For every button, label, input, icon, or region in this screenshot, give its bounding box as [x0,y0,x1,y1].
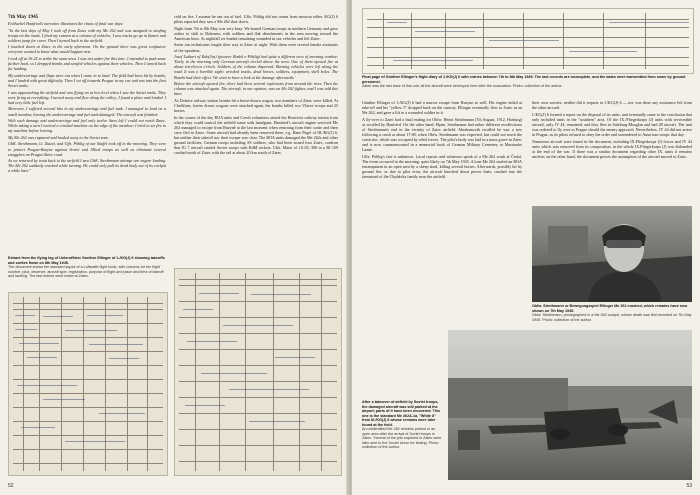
paragraph: Günther Ellinger of 1./KG(J) 6 had a narrow escape from Ruzyne as well. His engine failed at take-off and his "yellow 5" dropped back on the runway. Ellinger eventually flew to Zatec in an Me 262, and gave a lift to a wounded soldier in it. [362,100,522,116]
portrait-caption [532,304,692,322]
paragraph: Some our technicians fought their way to Zatec at night. With them were several female assistants of the squadron. [174,42,338,53]
flight-diary-scan [362,8,694,74]
paragraph: I touched down at Zatec in the early afternoon. On the ground there was great confusion; everyone wanted to know what would happen next. [8,44,166,55]
pilot-portrait-photo [532,206,692,302]
caption-title: Obfw. Strothmann or Bewegungsspiel Ellinger Me 262 crashed, which remains have now shown on 7th May 1945. [532,304,688,313]
paragraph: "In the last days of May I took off from Zatec with my Me 262 and was assigned to strafing troops on the roads. I fired my cannon at a column of vehicles; I saw trucks go up in flames and soldiers jump for cover. Then I turned back to the airfield. [8,27,166,43]
caption-title: Final page of Günther Ellinger's flight diary of 1./KG(J) 6 with entries between 7th to 8th May 1945. The last records are incomplete, and the dates were transmitted from some by ground personnel. [362,75,686,84]
caption-body: An unidentified Me 262 remains parked in an open area after the arrival of Soviet troops in Zatec. Several of the jets captured in Zatec were later sent to the Soviet Union for testing. Photo: collection of the author. [362,427,442,449]
caption-body: Zatec was the last base of this unit; all the aircraft were destroyed here after the evacuation. Photo: collection of the author. [362,84,563,88]
paragraph: My Me 262 was captured and hauled away to the Soviet zone. [8,134,110,140]
paragraph: I./KG(J) 6 formed a report on the disposal of its units, and eventually came to the conclusion that only included units in the "southern" area. Of the IX./Fliegerkorps (J) units with serviceable aircraft, only JV 44, remained, and they flew in Salzburg-Maxglan and had 28 aircraft. The unit was ordered to fly over to Prague should the enemy approach. Nevertheless, JV 44 did not arrive in Prague, as its pilots refused to obey the order and surrendered to American troops that day. [532,111,692,138]
aircraft-wreck-photo [448,330,692,480]
paragraph: Numerous aircraft were found in the document, including IX.Fliegerkorps (J) forces and JV 44 units which was removed from its composition; in the whole IX.Fliegerkorps (J) was disbanded at the end of the war. If there was a similar document regarding other IX. units it remains unclear; on the other hand, the document proves the assumption of the aircraft moved to Zatec. [532,138,692,159]
right-text-column-1 [362,100,522,181]
paragraph: Uffz. Pöhlig's fate is unknown. Local reports and witnesses speak of a Me 262 crash at Česká. The event occurred in the morning, quite likely on 7th May 1945. A lone Me 262 strafed an ROA encampment in an open area by a sheep shed, killing several horses. Afterwards, possibly hit by ground fire, or due to pilot error, the aircraft knocked down power lines, crashed into the farmstead of the Chyňávka family near the airfield. [362,153,522,180]
aircraft-caption [362,400,442,450]
page-number: 53 [686,483,692,489]
paragraph: Before the aircraft opened fire, there had been several explosions from around the river. Then the column was attacked again. The aircraft, in our opinion, was an Me 262 fighter, and I was told this later. [174,81,338,97]
flight-logbook-scan [8,292,168,476]
paragraph: Moreover, I suffered several hits in my undercarriage and fuel tank. I managed to land on a small meadow, leaving the undercarriage and fuel tank damaged. The aircraft was finished. [8,106,166,117]
paragraph: Feldwebel Hanfried's narrative illustrates the chaos of final war days: [8,21,124,26]
paragraph: I took off at 16:25 to strike the same area. I was not under fire this time. I intended to push some further back, so I dropped bombs and strafed vehicles against their vehicles. Then I turned back for landing. [8,56,166,72]
diary-caption [362,75,692,89]
section-heading: 7th May 1945 [8,14,39,20]
paragraph: In the course of the day ROA units and Czech volunteers seized the Hostivice railway station from which they could control the airfield some with handguns. Hanfried's aircraft engine serviced Me 262 managed to escape from Ruzyně at the last moment when returning from their sortie and their crew fled to Zatec. Some aircraft had already been removed there, e.g. Hans Pegel of III./KG(J) 6, but neither their takeoff nor their escape was clear. The ROA units damaged the Me 262s and other ground facilities; German troops including SS soldiers, who had been issued four Zatec, confirm that JG 7 aircraft strafed Soviet troops with RdM rockets. Uffz. Maier of 10./JG 300 in a Bf 109 crashed north of Zatec with the tail at about 20 km south of Zatec. [174,114,338,156]
left-page [0,0,348,495]
left-text-column-1 [8,14,166,175]
logbook-caption [8,256,166,279]
paragraph: Josef Luthart of Kdo(Jas) (pioneer Radek o Pöhlig) had quite a different view of morning combat: 'Early in the morning only German aircraft circled above the area. One of them opened fire at about ten-eleven o'clock. Soldiers of the column dispersed. Burning vehicles were left along the road. It was a horrible sight: wrecked trucks, dead horses, soldiers, equipment, shell holes. The Bombs had their effect. We went to have a look at the damage afterwards.' [174,54,338,80]
paragraph: their own worries, neither did it request to I./KG(J) 6 — nor was there any assistance left from the other aircraft. [532,100,692,111]
right-text-column-2 [532,100,692,161]
page-number: 52 [8,483,14,489]
paragraph: GbK. Strothmann, Lt. Zutzel, and Uffz. Pöhlig of our Staffel took off in the morning. They were to protect Prague-Ruzyne against Soviet and Allied troops as well as eliminate several stragglers on Prague-Zatec road. [8,141,166,157]
caption-title: Extract from the flying log of Unteroffizier Gunther Ellinger of 1./KG(J) 6 showing takeoffs and sorties flown on 8th May 1945. [8,256,165,265]
paragraph: As Dolnice railway station bombs hit a horse-drawn wagon, two members of Zatec were killed. At Chrášťany lorries drawn wagons were attacked again, the bombs killed two Vlasov troops and 25 horses. [174,97,338,114]
paragraph: cold on fire, I assume he ran out of fuel. Uffz. Pöhlig did not return from mission either. KG(J) 6 pilots reported they saw a Me 262 shot down. [174,14,338,25]
caption-title: After a takeover of airfield by Soviet troops, the damaged aircraft was still parked at the airport; parts of it have been recovered. This one is the standard Me 262A-1a, "White 8" from III./KG(J) 6 whose remains were later found at the field. [362,400,441,427]
paragraph: I was approaching the airfield and was flying on at low level when I saw the Soviet tanks. They were firing at everything. I turned away and flew along the valley; I found a place and landed. I had very little fuel left. [8,89,166,105]
left-text-column-2 [174,14,338,157]
paragraph: My undercarriage and flaps were out when I came in to land. The field had been hit by bombs, and I landed with great difficulty. Then I set off towards Prague in my car and ran into the first Soviet tanks. [8,72,166,89]
flight-logbook-scan-right [174,268,342,476]
paragraph: With such damage and undercarriage and fuel only twelve litres left I could not reach Zatec. While taking a turn I noticed a crashed machine on the edge of the meadow; I tried to set fire to my machine before leaving. [8,118,166,134]
paragraph: A fly-over to Zatec had a fatal ending for Obfw. Heinz Strothmann (7th August, 1912, Harburg) as recalled by Hanfried. On the other hand, Hptm. Strothmann had rather different recollections of Strothmann's end in the vicinity of Zatec airfield. Abrahamczik recalled he saw a tree following a crash at about 17:00, when Obfw. Strothmann was expected, but could not reach the crash site, which was occupied by rebel forces. The pilot's body was laid in a mass grave in Zatec and is now commemorated in a memorial book of German Military Cemetery at Marianske Lazne. [362,116,522,153]
caption-body: Obfw. Strothmann, photographed in a Me 262 cockpit, whose death was first recorded on 7th May 1945. Photo: collection of the author. [532,313,692,322]
paragraph: Night from 7th to 8th May was very busy. We buried German troops in northern Germany and gave orders to shift to Bohemia, with soldiers and flak detachments in the area moving toward the American lines. At nightfall we loaded remaining wounded in our vehicles and left Zatec. [174,25,338,41]
caption-body: The document shows the standard layout of a Luftwaffe flight book, with columns for the flight number, pilot, observer, aircraft type, registration, purpose of flight and place and time of takeoff and landing. The last entries were made at Zatec. [8,265,164,278]
right-page [352,0,700,495]
paragraph: As we returned by train back to the airfield I saw GbK. Strothmann attempt one engine landing. The Me 262 suddenly crashed while turning. He could only pull its dead body out of its cockpit a while later." [8,158,166,174]
